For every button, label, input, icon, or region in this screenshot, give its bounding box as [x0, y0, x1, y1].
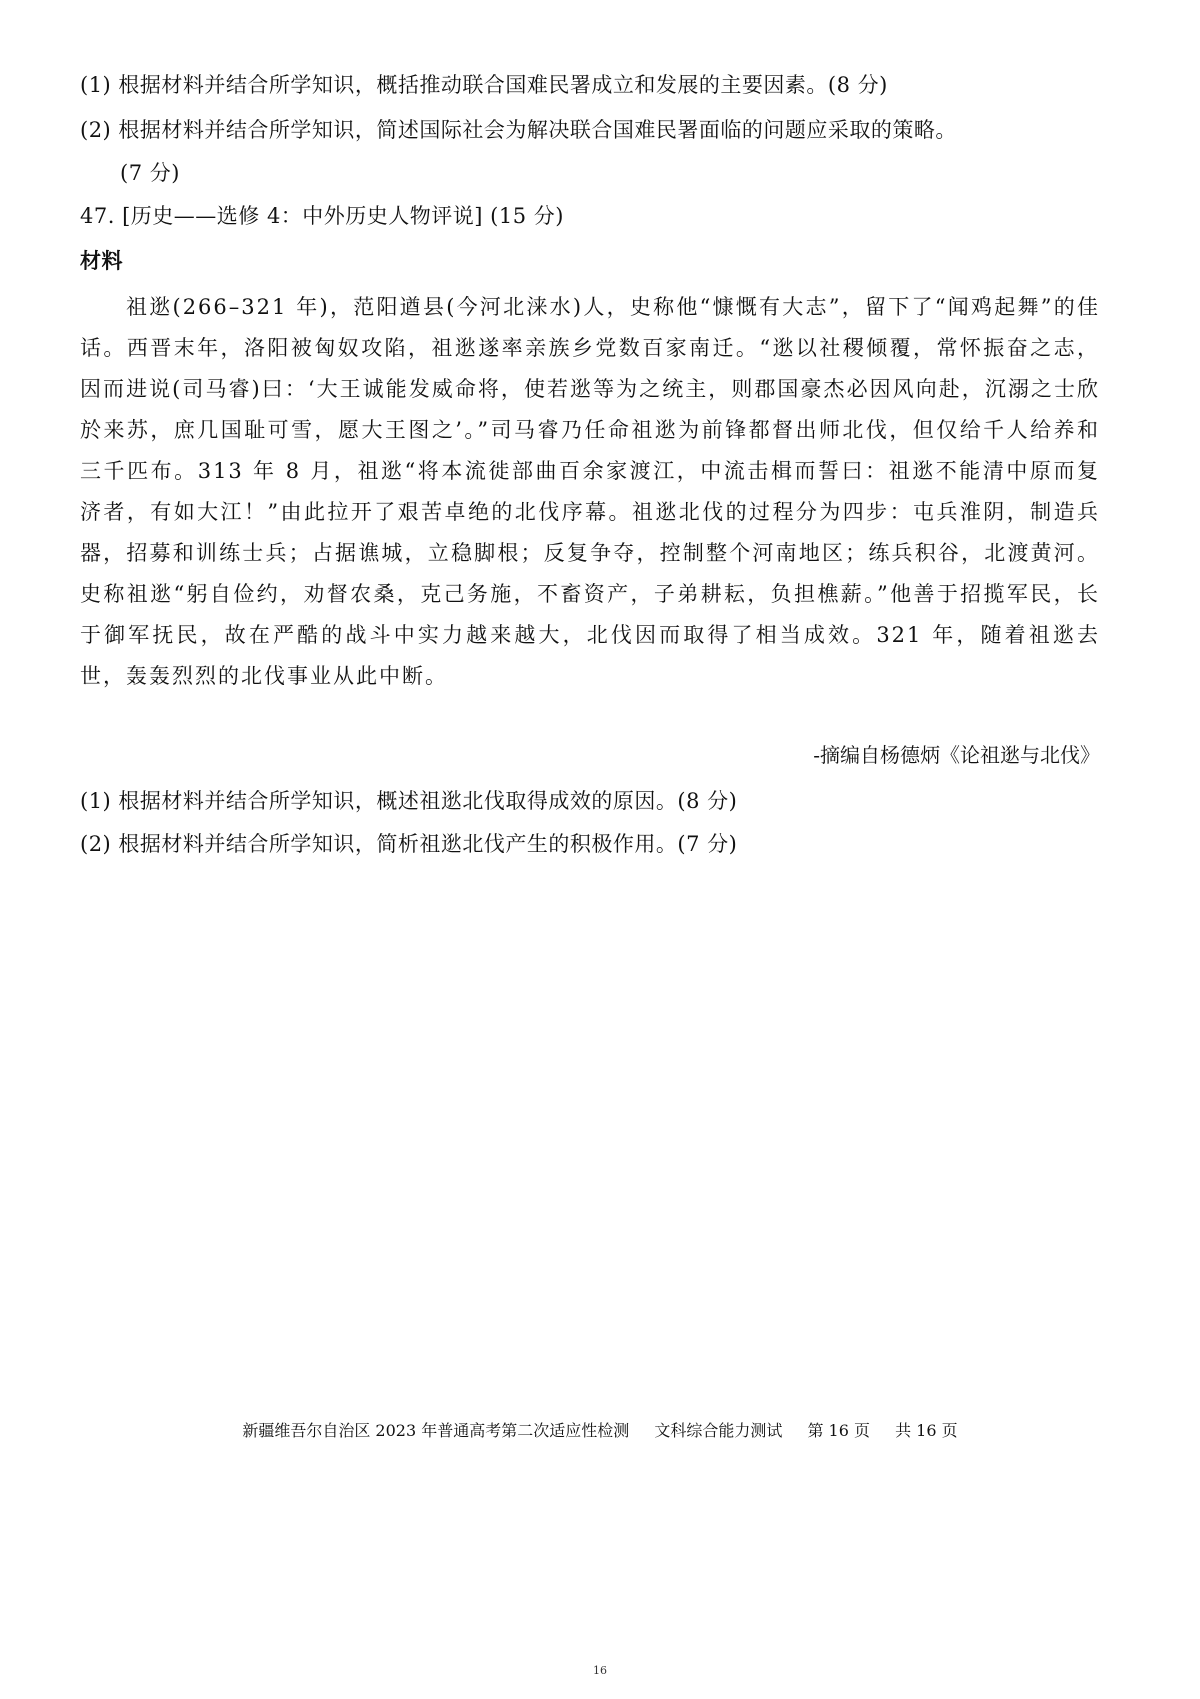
material-text: 祖逖(266–321 年)，范阳遒县(今河北涞水)人，史称他“慷慨有大志”，留下了“闻鸡起舞”的佳话。西晋末年，洛阳被匈奴攻陷，祖逖遂率亲族乡党数百家南迁。“逖以社稷倾覆，常怀振奋之志，因而进说(司马睿)曰：‘大王诚能发威命将，使若逖等为之统主，则郡国豪杰必因风向赴，沉溺之士欣於来苏，庶几国耻可雪，愿大王图之’。”司马睿乃任命祖逖为前锋都督出师北伐，但仅给千人给养和三千匹布。313 年 8 月，祖逖“将本流徙部曲百余家渡江，中流击楫而誓曰：祖逖不能清中原而复济者，有如大江！”由此拉开了艰苦卓绝的北伐序幕。祖逖北伐的过程分为四步：屯兵淮阴，制造兵器，招募和训练士兵；占据谯城，立稳脚根；反复争夺，控制整个河南地区；练兵积谷，北渡黄河。史称祖逖“躬自俭约，劝督农桑，克己务施，不畜资产，子弟耕耘，负担樵薪。”他善于招揽军民，长于御军抚民，故在严酷的战斗中实力越来越大，北伐因而取得了相当成效。321 年，随着祖逖去世，轰轰烈烈的北伐事业从此中断。 — [80, 295, 1100, 688]
question-47-heading: 47. [历史——选修 4：中外历史人物评说] (15 分) — [80, 204, 564, 228]
page-footer — [0, 1419, 1200, 1443]
material-source: -摘编自杨德炳《论祖逖与北伐》 — [813, 743, 1100, 767]
material-label: 材料 — [80, 248, 123, 273]
sub-question-2: (2) 根据材料并结合所学知识，简析祖逖北伐产生的积极作用。(7 分) — [80, 832, 738, 856]
prev-question-2: (2) 根据材料并结合所学知识，简述国际社会为解决联合国难民署面临的问题应采取的策略。 — [80, 118, 957, 142]
footer-page: 第 16 页 — [807, 1421, 870, 1440]
footer-exam-title: 新疆维吾尔自治区 2023 年普通高考第二次适应性检测 — [242, 1421, 630, 1440]
prev-question-1: (1) 根据材料并结合所学知识，概括推动联合国难民署成立和发展的主要因素。(8 分) — [80, 73, 888, 97]
footer-total: 共 16 页 — [895, 1421, 958, 1440]
footer-subject: 文科综合能力测试 — [654, 1421, 783, 1440]
prev-question-2-points: (7 分) — [120, 161, 180, 185]
sub-question-1: (1) 根据材料并结合所学知识，概述祖逖北伐取得成效的原因。(8 分) — [80, 789, 738, 813]
page-number: 16 — [593, 1664, 607, 1677]
